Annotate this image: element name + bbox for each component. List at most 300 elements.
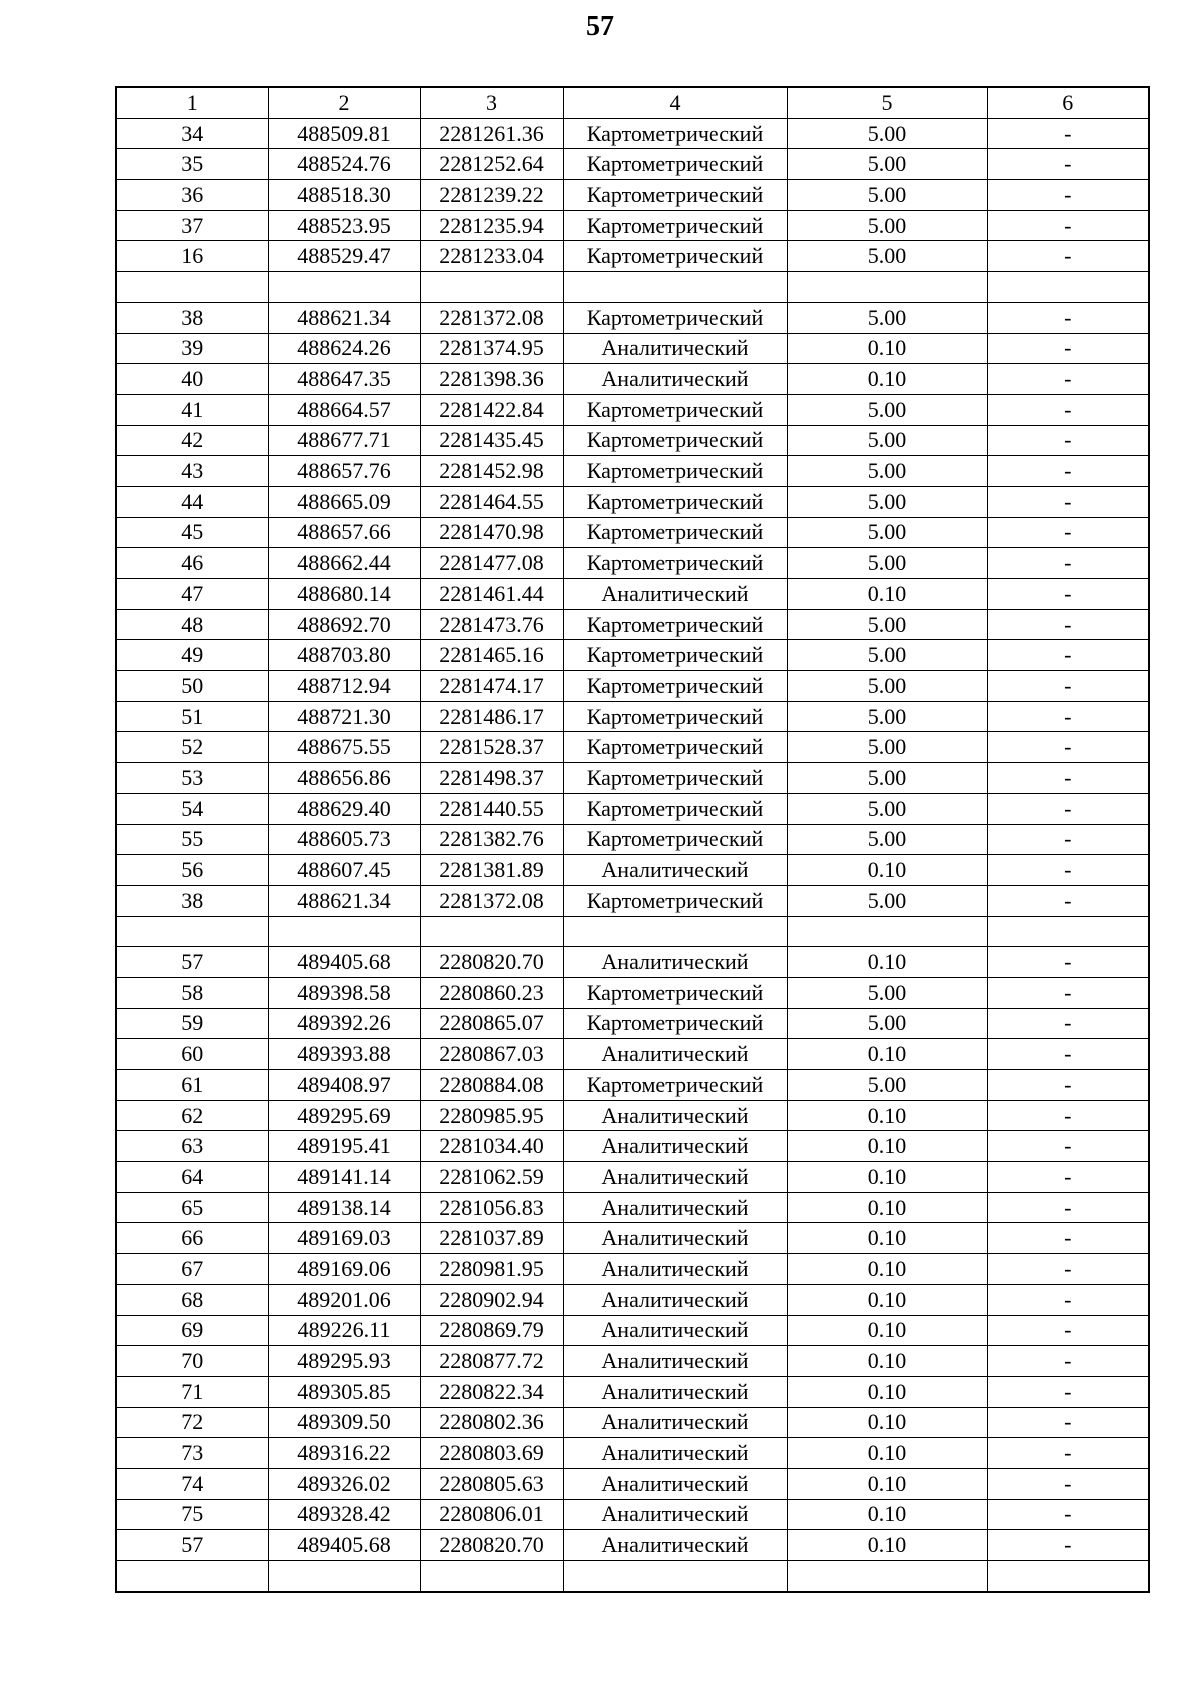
method-cell: Картометрический: [563, 1008, 787, 1039]
accuracy-cell: 5.00: [787, 671, 987, 702]
accuracy-cell: 0.10: [787, 1162, 987, 1193]
note-cell: -: [987, 1346, 1149, 1377]
point-number-cell: 71: [116, 1376, 268, 1407]
header-cell-3: 3: [420, 87, 563, 118]
note-cell: -: [987, 456, 1149, 487]
y-coordinate-cell: 2281473.76: [420, 609, 563, 640]
accuracy-cell: 0.10: [787, 333, 987, 364]
table-row: [116, 640, 1149, 671]
point-number-cell: 34: [116, 118, 268, 149]
method-cell: Картометрический: [563, 548, 787, 579]
table-row: [116, 885, 1149, 916]
x-coordinate-cell: 488605.73: [268, 824, 420, 855]
note-cell: -: [987, 793, 1149, 824]
note-cell: [987, 272, 1149, 303]
note-cell: -: [987, 486, 1149, 517]
accuracy-cell: 5.00: [787, 885, 987, 916]
point-number-cell: 59: [116, 1008, 268, 1039]
point-number-cell: 75: [116, 1499, 268, 1530]
note-cell: -: [987, 364, 1149, 395]
method-cell: Картометрический: [563, 885, 787, 916]
table-row: [116, 1192, 1149, 1223]
note-cell: -: [987, 1039, 1149, 1070]
y-coordinate-cell: 2281398.36: [420, 364, 563, 395]
x-coordinate-cell: 489309.50: [268, 1407, 420, 1438]
y-coordinate-cell: 2281261.36: [420, 118, 563, 149]
method-cell: Картометрический: [563, 149, 787, 180]
x-coordinate-cell: 488523.95: [268, 210, 420, 241]
x-coordinate-cell: 488680.14: [268, 579, 420, 610]
point-number-cell: 46: [116, 548, 268, 579]
header-cell-2: 2: [268, 87, 420, 118]
y-coordinate-cell: 2280902.94: [420, 1284, 563, 1315]
note-cell: [987, 916, 1149, 947]
accuracy-cell: 5.00: [787, 763, 987, 794]
method-cell: Аналитический: [563, 855, 787, 886]
table-row: [116, 671, 1149, 702]
table-row: [116, 824, 1149, 855]
method-cell: [563, 1561, 787, 1592]
table-row: [116, 456, 1149, 487]
note-cell: -: [987, 180, 1149, 211]
x-coordinate-cell: 488712.94: [268, 671, 420, 702]
accuracy-cell: 0.10: [787, 1039, 987, 1070]
note-cell: -: [987, 824, 1149, 855]
accuracy-cell: 5.00: [787, 149, 987, 180]
table-row: [116, 947, 1149, 978]
method-cell: Аналитический: [563, 1284, 787, 1315]
method-cell: Аналитический: [563, 1376, 787, 1407]
x-coordinate-cell: 489201.06: [268, 1284, 420, 1315]
y-coordinate-cell: 2280860.23: [420, 977, 563, 1008]
accuracy-cell: 5.00: [787, 640, 987, 671]
point-number-cell: 54: [116, 793, 268, 824]
accuracy-cell: 0.10: [787, 1100, 987, 1131]
point-number-cell: 73: [116, 1438, 268, 1469]
table-row: [116, 1100, 1149, 1131]
note-cell: -: [987, 671, 1149, 702]
y-coordinate-cell: 2280803.69: [420, 1438, 563, 1469]
method-cell: Аналитический: [563, 1039, 787, 1070]
table-row: [116, 579, 1149, 610]
y-coordinate-cell: 2281235.94: [420, 210, 563, 241]
x-coordinate-cell: 488721.30: [268, 701, 420, 732]
table-body: [116, 87, 1149, 1592]
point-number-cell: 65: [116, 1192, 268, 1223]
y-coordinate-cell: 2281435.45: [420, 425, 563, 456]
x-coordinate-cell: 488665.09: [268, 486, 420, 517]
x-coordinate-cell: 489138.14: [268, 1192, 420, 1223]
y-coordinate-cell: 2281464.55: [420, 486, 563, 517]
note-cell: -: [987, 394, 1149, 425]
accuracy-cell: [787, 916, 987, 947]
table-row: [116, 1468, 1149, 1499]
x-coordinate-cell: 488529.47: [268, 241, 420, 272]
accuracy-cell: 0.10: [787, 579, 987, 610]
point-number-cell: 56: [116, 855, 268, 886]
table-row: [116, 1162, 1149, 1193]
x-coordinate-cell: 489295.93: [268, 1346, 420, 1377]
method-cell: Аналитический: [563, 364, 787, 395]
accuracy-cell: 5.00: [787, 609, 987, 640]
method-cell: Аналитический: [563, 1499, 787, 1530]
table-row: [116, 732, 1149, 763]
x-coordinate-cell: 488647.35: [268, 364, 420, 395]
accuracy-cell: 5.00: [787, 180, 987, 211]
point-number-cell: 42: [116, 425, 268, 456]
table-row: [116, 272, 1149, 303]
x-coordinate-cell: 488518.30: [268, 180, 420, 211]
method-cell: Аналитический: [563, 1438, 787, 1469]
accuracy-cell: 0.10: [787, 1346, 987, 1377]
x-coordinate-cell: 489326.02: [268, 1468, 420, 1499]
accuracy-cell: 0.10: [787, 1192, 987, 1223]
table-row: [116, 977, 1149, 1008]
note-cell: -: [987, 609, 1149, 640]
table-row: [116, 486, 1149, 517]
accuracy-cell: 0.10: [787, 947, 987, 978]
table-row: [116, 1561, 1149, 1592]
note-cell: -: [987, 1438, 1149, 1469]
point-number-cell: 57: [116, 947, 268, 978]
method-cell: Картометрический: [563, 671, 787, 702]
point-number-cell: 70: [116, 1346, 268, 1377]
table-row: [116, 855, 1149, 886]
table-row: [116, 118, 1149, 149]
accuracy-cell: 5.00: [787, 517, 987, 548]
table-row: [116, 1039, 1149, 1070]
header-cell-1: 1: [116, 87, 268, 118]
table-row: [116, 609, 1149, 640]
x-coordinate-cell: 488656.86: [268, 763, 420, 794]
method-cell: Аналитический: [563, 333, 787, 364]
y-coordinate-cell: 2280820.70: [420, 947, 563, 978]
note-cell: -: [987, 1008, 1149, 1039]
accuracy-cell: 5.00: [787, 210, 987, 241]
table-row: [116, 517, 1149, 548]
point-number-cell: 60: [116, 1039, 268, 1070]
table-row: [116, 364, 1149, 395]
x-coordinate-cell: 488629.40: [268, 793, 420, 824]
note-cell: -: [987, 640, 1149, 671]
table-row: [116, 425, 1149, 456]
y-coordinate-cell: 2281381.89: [420, 855, 563, 886]
note-cell: -: [987, 579, 1149, 610]
y-coordinate-cell: 2280865.07: [420, 1008, 563, 1039]
table-row: [116, 302, 1149, 333]
point-number-cell: 45: [116, 517, 268, 548]
method-cell: Аналитический: [563, 1223, 787, 1254]
note-cell: -: [987, 1131, 1149, 1162]
x-coordinate-cell: 489408.97: [268, 1070, 420, 1101]
method-cell: Аналитический: [563, 1530, 787, 1561]
note-cell: -: [987, 241, 1149, 272]
table-row: [116, 916, 1149, 947]
method-cell: Аналитический: [563, 1468, 787, 1499]
y-coordinate-cell: 2281486.17: [420, 701, 563, 732]
x-coordinate-cell: 489393.88: [268, 1039, 420, 1070]
accuracy-cell: 0.10: [787, 1284, 987, 1315]
table-row: [116, 149, 1149, 180]
y-coordinate-cell: 2281470.98: [420, 517, 563, 548]
table-row: [116, 1346, 1149, 1377]
point-number-cell: 53: [116, 763, 268, 794]
point-number-cell: 63: [116, 1131, 268, 1162]
method-cell: Картометрический: [563, 394, 787, 425]
x-coordinate-cell: 489328.42: [268, 1499, 420, 1530]
method-cell: Аналитический: [563, 1162, 787, 1193]
note-cell: -: [987, 210, 1149, 241]
coordinates-table: [115, 86, 1150, 1593]
point-number-cell: 67: [116, 1254, 268, 1285]
y-coordinate-cell: [420, 916, 563, 947]
accuracy-cell: 0.10: [787, 1223, 987, 1254]
accuracy-cell: 5.00: [787, 977, 987, 1008]
y-coordinate-cell: 2280981.95: [420, 1254, 563, 1285]
table-row: [116, 793, 1149, 824]
y-coordinate-cell: 2280820.70: [420, 1530, 563, 1561]
accuracy-cell: [787, 272, 987, 303]
method-cell: Картометрический: [563, 302, 787, 333]
method-cell: Картометрический: [563, 241, 787, 272]
accuracy-cell: 0.10: [787, 1131, 987, 1162]
x-coordinate-cell: 488662.44: [268, 548, 420, 579]
accuracy-cell: 5.00: [787, 456, 987, 487]
accuracy-cell: 5.00: [787, 1070, 987, 1101]
x-coordinate-cell: 488607.45: [268, 855, 420, 886]
note-cell: -: [987, 1530, 1149, 1561]
y-coordinate-cell: 2280806.01: [420, 1499, 563, 1530]
method-cell: Картометрический: [563, 180, 787, 211]
x-coordinate-cell: 489141.14: [268, 1162, 420, 1193]
y-coordinate-cell: 2280877.72: [420, 1346, 563, 1377]
point-number-cell: 39: [116, 333, 268, 364]
method-cell: Аналитический: [563, 1315, 787, 1346]
accuracy-cell: 5.00: [787, 793, 987, 824]
method-cell: Аналитический: [563, 947, 787, 978]
point-number-cell: 58: [116, 977, 268, 1008]
method-cell: Аналитический: [563, 1346, 787, 1377]
accuracy-cell: 5.00: [787, 548, 987, 579]
point-number-cell: [116, 916, 268, 947]
x-coordinate-cell: 489392.26: [268, 1008, 420, 1039]
accuracy-cell: 5.00: [787, 824, 987, 855]
y-coordinate-cell: 2281474.17: [420, 671, 563, 702]
method-cell: Аналитический: [563, 1254, 787, 1285]
point-number-cell: 64: [116, 1162, 268, 1193]
note-cell: -: [987, 1254, 1149, 1285]
note-cell: -: [987, 1284, 1149, 1315]
method-cell: Картометрический: [563, 1070, 787, 1101]
method-cell: Аналитический: [563, 579, 787, 610]
table-row: [116, 1223, 1149, 1254]
table-row: [116, 1284, 1149, 1315]
point-number-cell: 51: [116, 701, 268, 732]
accuracy-cell: 5.00: [787, 394, 987, 425]
method-cell: Аналитический: [563, 1192, 787, 1223]
note-cell: -: [987, 1499, 1149, 1530]
note-cell: -: [987, 548, 1149, 579]
x-coordinate-cell: 488664.57: [268, 394, 420, 425]
note-cell: -: [987, 855, 1149, 886]
note-cell: -: [987, 302, 1149, 333]
accuracy-cell: [787, 1561, 987, 1592]
y-coordinate-cell: [420, 1561, 563, 1592]
method-cell: Картометрический: [563, 609, 787, 640]
note-cell: -: [987, 1100, 1149, 1131]
accuracy-cell: 0.10: [787, 1530, 987, 1561]
point-number-cell: 49: [116, 640, 268, 671]
point-number-cell: 68: [116, 1284, 268, 1315]
note-cell: -: [987, 118, 1149, 149]
note-cell: -: [987, 977, 1149, 1008]
y-coordinate-cell: 2281233.04: [420, 241, 563, 272]
y-coordinate-cell: 2281372.08: [420, 302, 563, 333]
x-coordinate-cell: 489316.22: [268, 1438, 420, 1469]
note-cell: -: [987, 885, 1149, 916]
note-cell: -: [987, 425, 1149, 456]
table-row: [116, 1499, 1149, 1530]
method-cell: Картометрический: [563, 456, 787, 487]
table-row: [116, 1438, 1149, 1469]
method-cell: Картометрический: [563, 732, 787, 763]
y-coordinate-cell: 2281239.22: [420, 180, 563, 211]
note-cell: -: [987, 1376, 1149, 1407]
x-coordinate-cell: 488703.80: [268, 640, 420, 671]
accuracy-cell: 5.00: [787, 425, 987, 456]
accuracy-cell: 0.10: [787, 1438, 987, 1469]
x-coordinate-cell: 489226.11: [268, 1315, 420, 1346]
table-row: [116, 701, 1149, 732]
page-number: 57: [586, 11, 614, 42]
y-coordinate-cell: 2281461.44: [420, 579, 563, 610]
accuracy-cell: 5.00: [787, 486, 987, 517]
note-cell: -: [987, 517, 1149, 548]
method-cell: Картометрический: [563, 793, 787, 824]
point-number-cell: 16: [116, 241, 268, 272]
method-cell: Картометрический: [563, 640, 787, 671]
point-number-cell: 61: [116, 1070, 268, 1101]
point-number-cell: 72: [116, 1407, 268, 1438]
table-row: [116, 1070, 1149, 1101]
point-number-cell: 66: [116, 1223, 268, 1254]
y-coordinate-cell: 2280884.08: [420, 1070, 563, 1101]
note-cell: -: [987, 1223, 1149, 1254]
accuracy-cell: 0.10: [787, 1376, 987, 1407]
note-cell: -: [987, 1468, 1149, 1499]
method-cell: [563, 272, 787, 303]
accuracy-cell: 0.10: [787, 855, 987, 886]
point-number-cell: 47: [116, 579, 268, 610]
method-cell: Картометрический: [563, 118, 787, 149]
table-row: [116, 1376, 1149, 1407]
x-coordinate-cell: 489405.68: [268, 1530, 420, 1561]
table-row: [116, 548, 1149, 579]
note-cell: -: [987, 763, 1149, 794]
note-cell: -: [987, 333, 1149, 364]
x-coordinate-cell: 489305.85: [268, 1376, 420, 1407]
point-number-cell: 41: [116, 394, 268, 425]
method-cell: Аналитический: [563, 1100, 787, 1131]
note-cell: -: [987, 1407, 1149, 1438]
y-coordinate-cell: 2281498.37: [420, 763, 563, 794]
y-coordinate-cell: 2281062.59: [420, 1162, 563, 1193]
method-cell: Картометрический: [563, 517, 787, 548]
y-coordinate-cell: 2280802.36: [420, 1407, 563, 1438]
table-row: [116, 333, 1149, 364]
x-coordinate-cell: 489295.69: [268, 1100, 420, 1131]
point-number-cell: 52: [116, 732, 268, 763]
point-number-cell: 35: [116, 149, 268, 180]
table-row: [116, 1254, 1149, 1285]
method-cell: Аналитический: [563, 1131, 787, 1162]
method-cell: Картометрический: [563, 977, 787, 1008]
method-cell: Картометрический: [563, 763, 787, 794]
accuracy-cell: 0.10: [787, 1254, 987, 1285]
method-cell: Картометрический: [563, 701, 787, 732]
header-cell-4: 4: [563, 87, 787, 118]
y-coordinate-cell: 2280869.79: [420, 1315, 563, 1346]
accuracy-cell: 0.10: [787, 1468, 987, 1499]
y-coordinate-cell: 2281252.64: [420, 149, 563, 180]
x-coordinate-cell: 488624.26: [268, 333, 420, 364]
x-coordinate-cell: 488677.71: [268, 425, 420, 456]
x-coordinate-cell: [268, 272, 420, 303]
point-number-cell: 74: [116, 1468, 268, 1499]
point-number-cell: 69: [116, 1315, 268, 1346]
table-row: [116, 1530, 1149, 1561]
point-number-cell: 43: [116, 456, 268, 487]
header-cell-5: 5: [787, 87, 987, 118]
method-cell: Картометрический: [563, 486, 787, 517]
table-row: [116, 1131, 1149, 1162]
x-coordinate-cell: 488524.76: [268, 149, 420, 180]
method-cell: [563, 916, 787, 947]
table-row: [116, 394, 1149, 425]
note-cell: [987, 1561, 1149, 1592]
x-coordinate-cell: 488675.55: [268, 732, 420, 763]
note-cell: -: [987, 701, 1149, 732]
table-row: [116, 210, 1149, 241]
x-coordinate-cell: 488621.34: [268, 302, 420, 333]
note-cell: -: [987, 732, 1149, 763]
table-row: [116, 1315, 1149, 1346]
x-coordinate-cell: 488657.66: [268, 517, 420, 548]
x-coordinate-cell: 489398.58: [268, 977, 420, 1008]
point-number-cell: 48: [116, 609, 268, 640]
y-coordinate-cell: 2281440.55: [420, 793, 563, 824]
x-coordinate-cell: 489405.68: [268, 947, 420, 978]
point-number-cell: [116, 1561, 268, 1592]
x-coordinate-cell: 489169.06: [268, 1254, 420, 1285]
point-number-cell: 50: [116, 671, 268, 702]
point-number-cell: 38: [116, 885, 268, 916]
table-row: [116, 763, 1149, 794]
x-coordinate-cell: 489195.41: [268, 1131, 420, 1162]
point-number-cell: [116, 272, 268, 303]
y-coordinate-cell: 2281528.37: [420, 732, 563, 763]
y-coordinate-cell: 2281056.83: [420, 1192, 563, 1223]
y-coordinate-cell: 2281422.84: [420, 394, 563, 425]
accuracy-cell: 5.00: [787, 732, 987, 763]
note-cell: -: [987, 1192, 1149, 1223]
table-row: [116, 1008, 1149, 1039]
y-coordinate-cell: 2280985.95: [420, 1100, 563, 1131]
note-cell: -: [987, 1070, 1149, 1101]
note-cell: -: [987, 1162, 1149, 1193]
y-coordinate-cell: 2281382.76: [420, 824, 563, 855]
point-number-cell: 38: [116, 302, 268, 333]
